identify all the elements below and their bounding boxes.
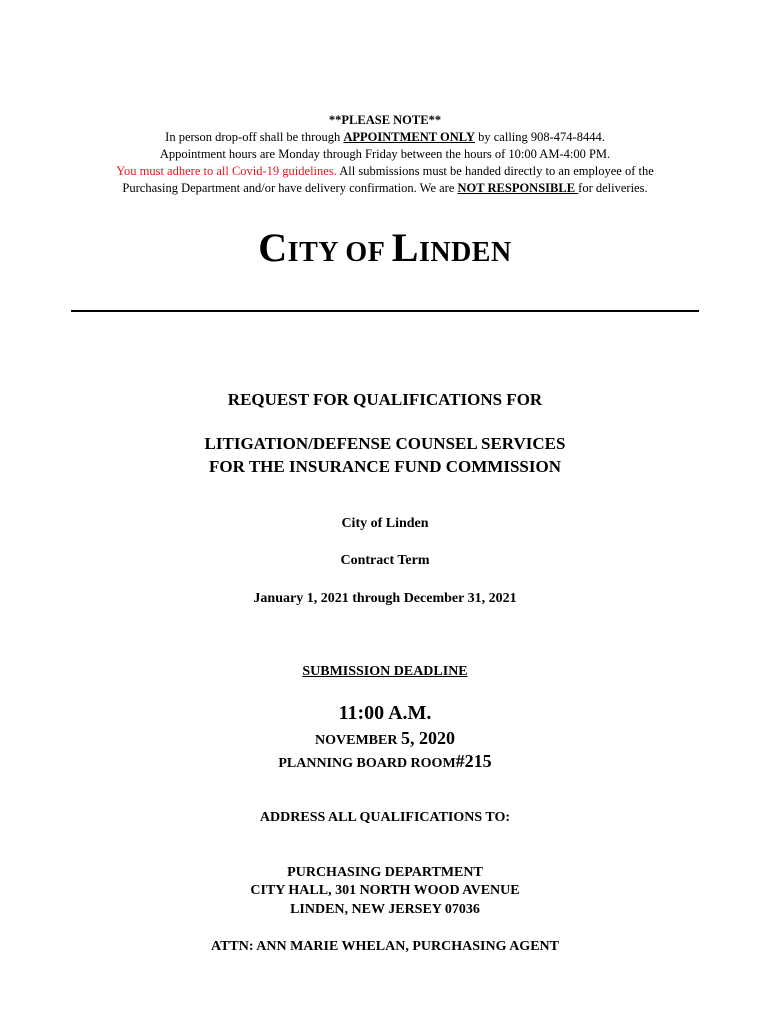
- submission-deadline-label: SUBMISSION DEADLINE: [302, 664, 468, 679]
- title-initial-l: L: [391, 225, 419, 270]
- contract-term-dates: January 1, 2021 through December 31, 2021: [253, 591, 517, 606]
- rfq-heading: REQUEST FOR QUALIFICATIONS FOR: [227, 390, 543, 409]
- title-initial-c: C: [258, 225, 288, 270]
- notice-title: **PLEASE NOTE**: [328, 113, 442, 127]
- notice-line-3-post: All submissions must be handed directly to an employee of the: [336, 164, 654, 178]
- address-label: ADDRESS ALL QUALIFICATIONS TO:: [259, 810, 511, 825]
- deadline-date: [0, 727, 770, 752]
- notice-line-1-post: by calling 908-474-8444.: [475, 130, 605, 144]
- address-city-state: LINDEN, NEW JERSEY 07036: [290, 902, 480, 917]
- notice-line-2: Appointment hours are Monday through Friday between the hours of 10:00 AM-4:00 PM.: [159, 147, 611, 161]
- deadline-month: NOVEMBER: [315, 733, 401, 748]
- notice-line-4-post: for deliveries.: [578, 181, 648, 195]
- not-responsible-emphasis: NOT RESPONSIBLE: [457, 181, 579, 195]
- address-department: PURCHASING DEPARTMENT: [287, 865, 483, 880]
- address-attention: ATTN: ANN MARIE WHELAN, PURCHASING AGENT: [211, 939, 559, 954]
- title-divider: [71, 310, 699, 312]
- document-title: [0, 224, 770, 277]
- title-inden: INDEN: [418, 237, 512, 268]
- deadline-day-year: 5, 2020: [400, 728, 455, 748]
- service-title-line-2: FOR THE INSURANCE FUND COMMISSION: [209, 457, 561, 476]
- title-ity-of: ITY OF: [287, 237, 392, 268]
- deadline-room: [0, 750, 770, 775]
- deadline-time: 11:00 A.M.: [338, 702, 432, 724]
- room-number: #215: [455, 751, 492, 771]
- notice-line-3: [0, 163, 770, 180]
- room-label: PLANNING BOARD ROOM: [278, 756, 456, 771]
- covid-guidelines-warning: You must adhere to all Covid-19 guidelines.: [116, 164, 337, 178]
- notice-line-4: [0, 180, 770, 197]
- contract-term-label: Contract Term: [340, 553, 430, 568]
- notice-line-4-pre: Purchasing Department and/or have delivery confirmation. We are: [122, 181, 458, 195]
- notice-line-1-pre: In person drop-off shall be through: [165, 130, 344, 144]
- service-title-line-1: LITIGATION/DEFENSE COUNSEL SERVICES: [204, 434, 566, 453]
- notice-line-1: [0, 129, 770, 146]
- city-name: City of Linden: [341, 516, 429, 531]
- appointment-only-emphasis: APPOINTMENT ONLY: [343, 130, 475, 144]
- address-street: CITY HALL, 301 NORTH WOOD AVENUE: [250, 883, 520, 898]
